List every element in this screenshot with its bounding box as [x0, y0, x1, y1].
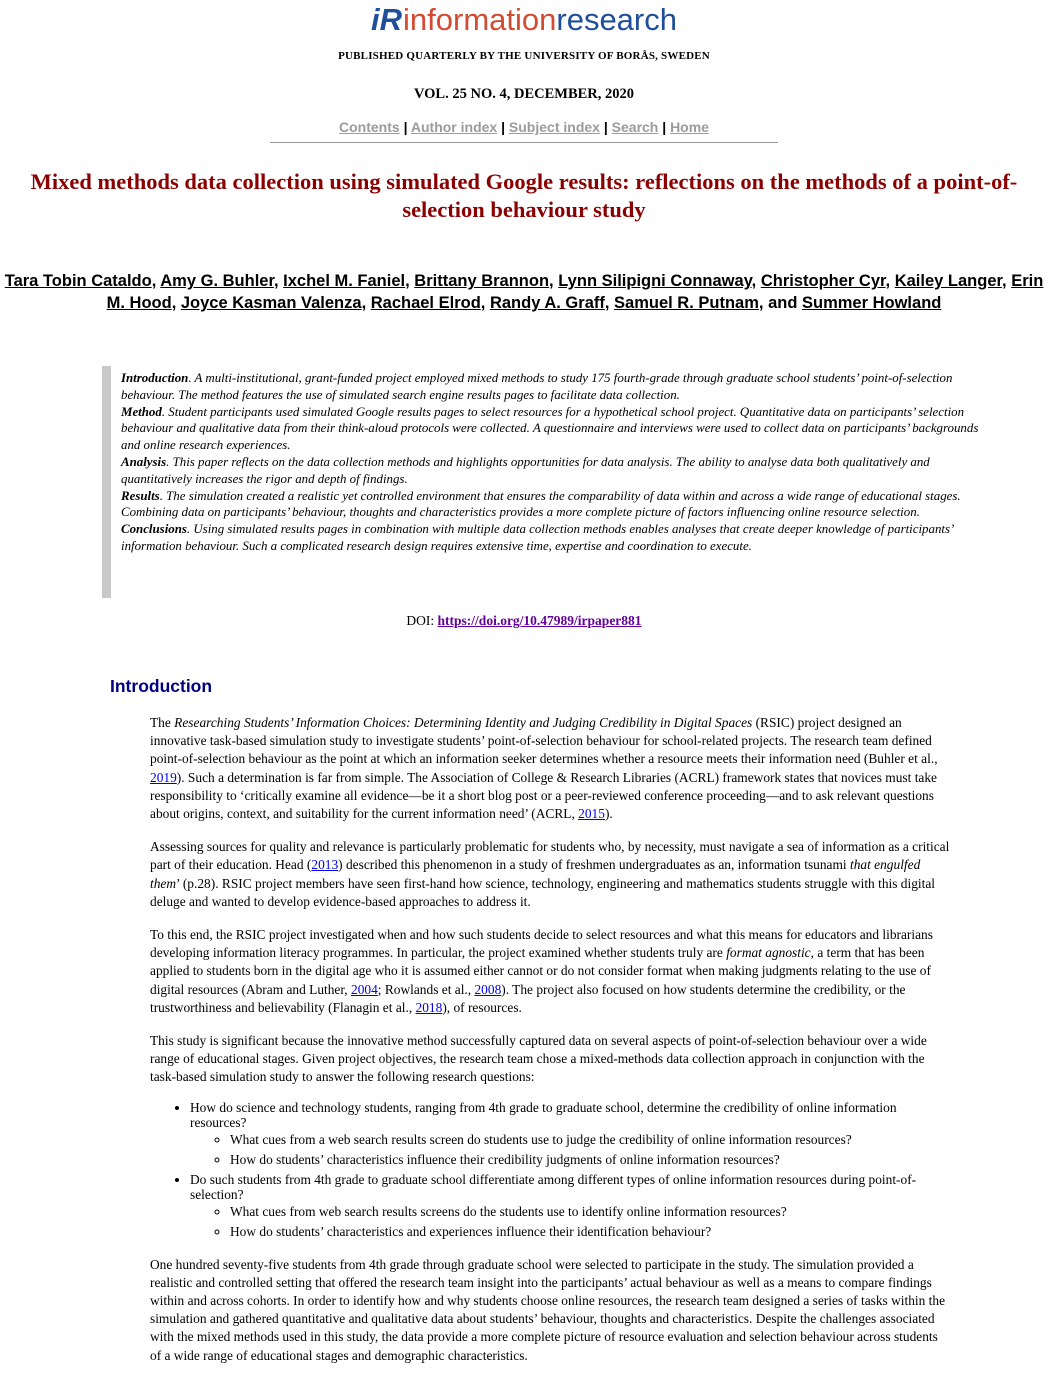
author-separator: ,	[885, 272, 895, 290]
publisher-line: PUBLISHED QUARTERLY BY THE UNIVERSITY OF BORÅS, SWEDEN	[338, 50, 710, 62]
nav-subject-index[interactable]: Subject index	[508, 119, 600, 135]
nav-separator: |	[403, 119, 408, 135]
list-item: ◦ How do students’ characteristics and experiences influence their identification behaviour?	[230, 1222, 950, 1242]
author-link[interactable]: Brittany Brannon	[414, 272, 550, 290]
section-heading-introduction: Introduction	[110, 676, 213, 696]
doi-label: DOI:	[406, 613, 438, 628]
author-separator: ,	[549, 272, 559, 290]
logo-ir-mark: iR	[371, 2, 403, 37]
logo-word-research: research	[556, 2, 677, 37]
abstract-conclusions-label: Conclusions	[121, 522, 187, 537]
author-link[interactable]: Ixchel M. Faniel	[283, 272, 406, 290]
author-conjunction: , and	[758, 294, 802, 312]
abstract-method-label: Method	[121, 404, 162, 419]
author-link[interactable]: Tara Tobin Cataldo	[4, 272, 152, 290]
citation-link[interactable]: 2013	[311, 857, 339, 873]
author-link[interactable]: Lynn Silipigni Connaway	[558, 272, 752, 290]
research-questions	[150, 1100, 950, 1242]
author-link[interactable]: Rachael Elrod	[370, 294, 481, 312]
author-separator: ,	[405, 272, 415, 290]
list-item: ◦ What cues from web search results screens do the students use to identify online information resources?	[230, 1202, 950, 1222]
author-list	[0, 270, 1048, 314]
author-separator: ,	[480, 294, 490, 312]
abstract-analysis-text: . This paper reflects on the data collection methods and highlights opportunities for data analysis. The ability to analyse data both qualitatively and quantitatively increases the rigor and depth of findings.	[121, 454, 930, 486]
author-separator: ,	[361, 294, 371, 312]
paragraph: The Researching Students’ Information Choices: Determining Identity and Judging Credibility in Digital Spaces (RSIC) project designed an innovative task-based simulation study to investigate students’ point-of-selection behaviour for school-related projects. The research team defined point-of-selection behaviour as the point at which an information seeker determines whether a resource meets their information need (Buhler et al., 2019). Such a determination is far from simple. The Association of College & Research Libraries (ACRL) framework states that novices must take responsibility to ‘critically examine all evidence—be it a short blog post or a peer-reviewed conference proceeding—and to ask relevant questions about origins, context, and suitability for the current information need’ (ACRL, 2015).	[150, 715, 938, 822]
author-separator: ,	[273, 272, 284, 290]
doi-link[interactable]: https://doi.org/10.47989/irpaper881	[437, 613, 642, 628]
author-separator: ,	[604, 294, 615, 312]
nav-separator: |	[662, 119, 667, 135]
citation-link[interactable]: 2019	[150, 769, 177, 785]
doi-line	[0, 613, 1048, 629]
journal-logo[interactable]	[371, 2, 677, 38]
list-item: ◦ How do students’ characteristics influence their credibility judgments of online information resources?	[230, 1150, 950, 1170]
abstract-conclusions-text: . Using simulated results pages in combination with multiple data collection methods enables analyses that create deeper knowledge of participants’ information behaviour. Such a complicated research design requires extensive time, expertise and coordination to execute.	[121, 522, 953, 553]
nav-separator: |	[501, 119, 506, 135]
abstract-method-text: . Student participants used simulated Google results pages to select resources for a hypothetical school project. Quantitative data on participants’ selection behaviour and qualitative data from their think-aloud protocols were collected. A questionnaire and interviews were used to collect data on participants’ backgrounds and online research experiences.	[121, 404, 979, 453]
abstract-results-label: Results	[121, 488, 160, 503]
author-link[interactable]: Randy A. Graff	[489, 294, 605, 312]
abstract-intro-label: Introduction	[121, 371, 189, 385]
paragraph: One hundred seventy-five students from 4th grade through graduate school were selected to participate in the study. The simulation provided a realistic and controlled setting that offered the research team insight into the participants’ actual behaviour as well as a means to compare findings within and across cohorts. In order to identify how and why students choose online resources, the research team designed a series of tasks within the simulation and gathered quantitative and qualitative data about students’ behaviour, thoughts and characteristics. Despite the challenges associated with the mixed methods used in this study, the data provide a more complete picture of resource evaluation and selection behaviour across students of a wide range of educational stages and demographic characteristics.	[150, 1256, 946, 1363]
paragraph: This study is significant because the innovative method successfully captured data on several aspects of point-of-selection behaviour over a wide range of educational stages. Given project objectives, the research team chose a mixed-methods data collection approach in conjunction with the task-based simulation study to answer the following research questions:	[150, 1033, 927, 1085]
abstract-analysis-label: Analysis	[121, 454, 167, 469]
citation-link[interactable]: 2018	[415, 999, 443, 1015]
list-item: • Do such students from 4th grade to graduate school differentiate among different types of online information resources during point-of-selection? ◦ What cues from web search results screens do the students use to identify online information resources? ◦ How do students’ characteristics and experiences influence their identification behaviour?	[190, 1172, 950, 1242]
author-separator: ,	[171, 294, 181, 312]
author-link[interactable]: Summer Howland	[802, 294, 942, 312]
nav-home[interactable]: Home	[670, 119, 709, 135]
author-link[interactable]: Joyce Kasman Valenza	[180, 294, 362, 312]
nav-contents[interactable]: Contents	[339, 119, 400, 135]
top-nav	[0, 119, 1048, 135]
nav-separator: |	[603, 119, 608, 135]
logo-word-information: information	[403, 2, 557, 37]
abstract-results-text: . The simulation created a realistic yet controlled environment that ensures the comparability of data within and across a wide range of educational stages. Combining data on participants’ behaviour, thoughts and characteristics provides a more complete picture of factors influencing online resource selection.	[121, 488, 961, 520]
nav-divider	[270, 142, 778, 143]
paragraph: To this end, the RSIC project investigated when and how such students decide to select resources and what this means for educators and librarians developing information literacy programmes. In particular, the project examined whether students truly are format agnostic, a term that has been applied to students born in the digital age who it is assumed either cannot or do not consider format when making judgments relating to the use of digital resources (Abram and Luther, 2004; Rowlands et al., 2008). The project also focused on how students determine the credibility, or the trustworthiness and believability (Flanagin et al., 2018), of resources.	[150, 927, 933, 1015]
article-body	[150, 714, 950, 1380]
author-link[interactable]: Christopher Cyr	[760, 272, 886, 290]
author-link[interactable]: Erin M. Hood	[106, 272, 1044, 312]
list-item: • How do science and technology students, ranging from 4th grade to graduate school, determine the credibility of online information resources? ◦ What cues from a web search results screen do students use to judge the credibility of online information resources? ◦ How do students’ characteristics influence their credibility judgments of online information resources?	[190, 1100, 950, 1170]
citation-link[interactable]: 2015	[578, 806, 605, 822]
article-title: Mixed methods data collection using simulated Google results: reflections on the methods of a point-of-selection behaviour study	[30, 169, 1018, 222]
citation-link[interactable]: 2004	[351, 981, 378, 997]
author-link[interactable]: Amy G. Buhler	[160, 272, 274, 290]
author-separator: ,	[751, 272, 761, 290]
paragraph: Assessing sources for quality and relevance is particularly problematic for students who, by necessity, must navigate a sea of information as a critical part of their education. Head (2013) described this phenomenon in a study of freshmen undergraduates as an, information tsunami that engulfed them’ (p.28). RSIC project members have seen first-hand how science, technology, engineering and mathematics students struggle with this digital deluge and wanted to develop evidence-based approaches to address it.	[150, 839, 950, 909]
abstract-intro-text: . A multi-institutional, grant-funded project employed mixed methods to study 175 fourth-grade through graduate school students’ point-of-selection behaviour. The method features the use of simulated search engine results pages to facilitate data collection.	[121, 371, 953, 402]
volume-line: VOL. 25 NO. 4, DECEMBER, 2020	[413, 86, 635, 102]
nav-author-index[interactable]: Author index	[410, 119, 498, 135]
masthead	[0, 0, 1048, 143]
citation-link[interactable]: 2008	[474, 981, 502, 997]
list-item: ◦ What cues from a web search results screen do students use to judge the credibility of online information resources?	[230, 1130, 950, 1150]
abstract-block	[102, 366, 990, 598]
author-link[interactable]: Samuel R. Putnam	[614, 294, 759, 312]
nav-search[interactable]: Search	[611, 119, 659, 135]
author-separator: ,	[151, 272, 161, 290]
author-link[interactable]: Kailey Langer	[894, 272, 1003, 290]
author-separator: ,	[1002, 272, 1012, 290]
